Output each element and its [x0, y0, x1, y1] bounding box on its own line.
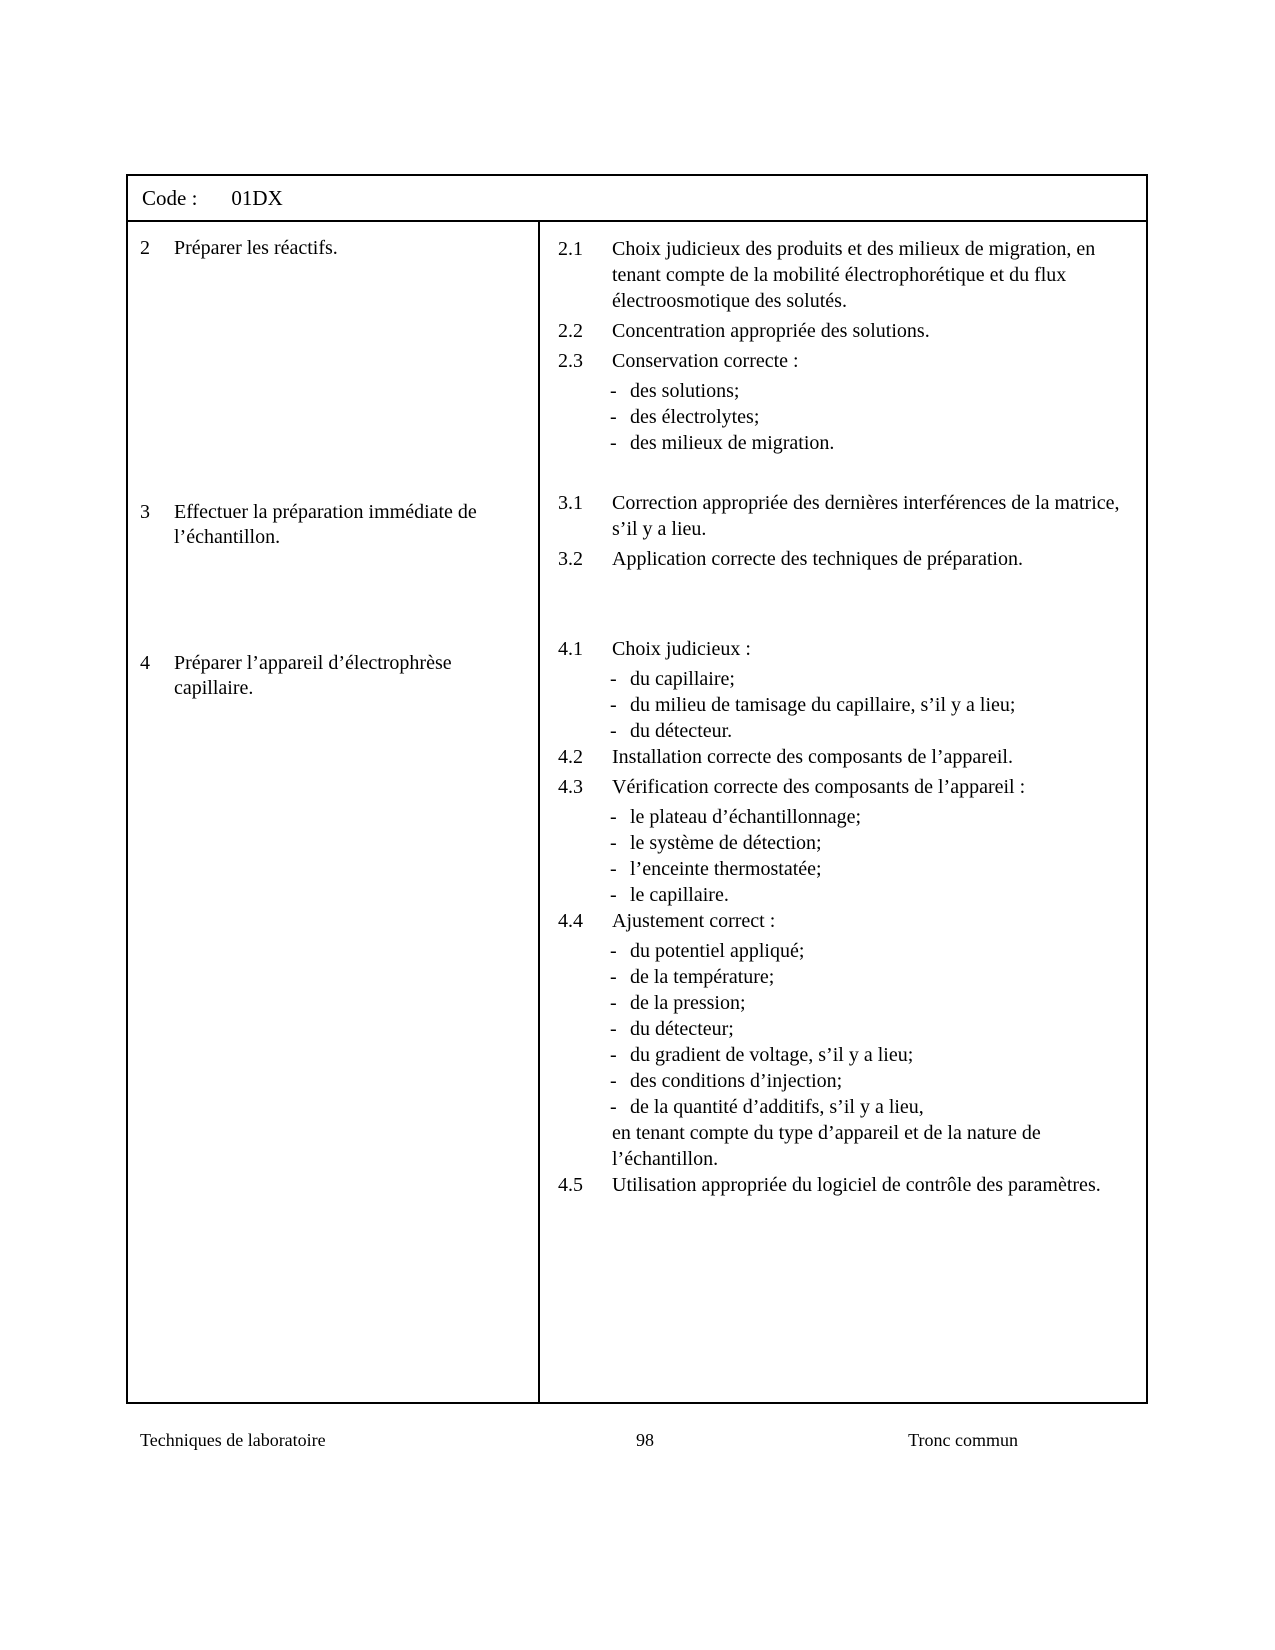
criterion-row: [558, 546, 1136, 572]
list-item: [558, 1042, 1136, 1068]
criterion-text: Concentration appropriée des solutions.: [612, 320, 930, 342]
criterion-number: 4.1: [558, 638, 583, 660]
list-item: [558, 856, 1136, 882]
list-item: [558, 430, 1136, 456]
task-spacer: [140, 589, 526, 651]
task-spacer: [140, 300, 526, 500]
list-item: [558, 718, 1136, 744]
list-item-text: le capillaire.: [630, 884, 729, 906]
criterion-sublist: [558, 378, 1136, 456]
footer-right-text: Tronc commun: [908, 1430, 1018, 1450]
dash-marker: -: [610, 406, 617, 428]
criterion-text: Application correcte des techniques de préparation.: [612, 548, 1023, 570]
list-item-text: des électrolytes;: [630, 406, 760, 428]
dash-marker: -: [610, 1044, 617, 1066]
list-item-text: des milieux de migration.: [630, 432, 835, 454]
code-label: Code :: [142, 186, 198, 210]
list-item: [558, 1016, 1136, 1042]
list-item: [558, 692, 1136, 718]
dash-marker: -: [610, 694, 617, 716]
criterion-note: en tenant compte du type d’appareil et de la nature de l’échantillon.: [612, 1122, 1041, 1170]
task-row: [140, 651, 526, 702]
dash-marker: -: [610, 380, 617, 402]
task-number: 2: [140, 237, 150, 259]
criteria-column: [540, 222, 1146, 1402]
list-item-text: du potentiel appliqué;: [630, 940, 805, 962]
list-item-text: du détecteur;: [630, 1018, 734, 1040]
criterion-text: Conservation correcte :: [612, 350, 799, 372]
dash-marker: -: [610, 858, 617, 880]
task-text: Préparer les réactifs.: [174, 237, 338, 259]
list-item: [558, 830, 1136, 856]
criterion-text: Choix judicieux des produits et des milieux de migration, en tenant compte de la mobilité électrophorétique et du flux électroosmotique des solutés.: [612, 238, 1096, 312]
footer-page-number: 98: [636, 1430, 654, 1450]
criterion-sublist: [558, 804, 1136, 908]
criteria-spacer: [558, 606, 1136, 636]
list-item-text: du milieu de tamisage du capillaire, s’il y a lieu;: [630, 694, 1016, 716]
criterion-row: [558, 236, 1136, 314]
list-item-text: de la température;: [630, 966, 775, 988]
dash-marker: -: [610, 1096, 617, 1118]
criterion-text: Utilisation appropriée du logiciel de contrôle des paramètres.: [612, 1174, 1101, 1196]
list-item-text: le plateau d’échantillonnage;: [630, 806, 862, 828]
list-item: [558, 1094, 1136, 1120]
criterion-number: 4.3: [558, 776, 583, 798]
list-item-text: de la pression;: [630, 992, 746, 1014]
list-item: [558, 378, 1136, 404]
list-item-text: de la quantité d’additifs, s’il y a lieu,: [630, 1096, 924, 1118]
dash-marker: -: [610, 1018, 617, 1040]
list-item: [558, 404, 1136, 430]
dash-marker: -: [610, 940, 617, 962]
list-item-text: du capillaire;: [630, 668, 735, 690]
list-item: [558, 882, 1136, 908]
task-row: [140, 500, 526, 551]
list-item: [558, 938, 1136, 964]
tasks-column: [128, 222, 540, 1402]
criterion-number: 2.3: [558, 350, 583, 372]
dash-marker: -: [610, 720, 617, 742]
list-item-text: l’enceinte thermostatée;: [630, 858, 822, 880]
criterion-row: [558, 908, 1136, 934]
criterion-row: [558, 774, 1136, 800]
list-item-text: du détecteur.: [630, 720, 733, 742]
dash-marker: -: [610, 806, 617, 828]
criterion-text: Installation correcte des composants de l’appareil.: [612, 746, 1013, 768]
criterion-number: 4.5: [558, 1174, 583, 1196]
list-item: [558, 804, 1136, 830]
footer-left-text: Techniques de laboratoire: [140, 1430, 326, 1450]
dash-marker: -: [610, 966, 617, 988]
table-body-row: [128, 222, 1146, 1402]
list-item-text: du gradient de voltage, s’il y a lieu;: [630, 1044, 914, 1066]
criterion-row: [558, 636, 1136, 662]
criterion-row: [558, 348, 1136, 374]
criterion-sublist: [558, 666, 1136, 744]
dash-marker: -: [610, 1070, 617, 1092]
criterion-text: Vérification correcte des composants de l’appareil :: [612, 776, 1026, 798]
dash-marker: -: [610, 668, 617, 690]
criterion-row: [558, 318, 1136, 344]
criterion-sublist: [558, 938, 1136, 1120]
task-row: [140, 236, 526, 262]
criterion-number: 3.2: [558, 548, 583, 570]
criterion-row: [558, 744, 1136, 770]
code-value: 01DX: [231, 186, 283, 210]
list-item-text: des conditions d’injection;: [630, 1070, 843, 1092]
list-item: [558, 1068, 1136, 1094]
list-item: [558, 990, 1136, 1016]
criterion-number: 4.2: [558, 746, 583, 768]
criterion-text: Correction appropriée des dernières interférences de la matrice, s’il y a lieu.: [612, 492, 1120, 540]
dash-marker: -: [610, 992, 617, 1014]
dash-marker: -: [610, 884, 617, 906]
task-text: Préparer l’appareil d’électrophrèse capillaire.: [174, 651, 452, 700]
criterion-number: 4.4: [558, 910, 583, 932]
criterion-number: 2.2: [558, 320, 583, 342]
criterion-row: [558, 490, 1136, 542]
criterion-number: 3.1: [558, 492, 583, 514]
criterion-number: 2.1: [558, 238, 583, 260]
competency-table: [126, 174, 1148, 1404]
task-number: 3: [140, 500, 150, 523]
task-number: 4: [140, 651, 150, 674]
list-item: [558, 964, 1136, 990]
dash-marker: -: [610, 832, 617, 854]
list-item-text: des solutions;: [630, 380, 740, 402]
criteria-spacer: [558, 456, 1136, 490]
dash-marker: -: [610, 432, 617, 454]
page-footer: [126, 1430, 1148, 1451]
list-item: [558, 666, 1136, 692]
criterion-text: Choix judicieux :: [612, 638, 751, 660]
criterion-row: [558, 1172, 1136, 1198]
criterion-text: Ajustement correct :: [612, 910, 776, 932]
criteria-spacer: [558, 576, 1136, 606]
code-row: [128, 176, 1146, 222]
list-item-text: le système de détection;: [630, 832, 822, 854]
task-text: Effectuer la préparation immédiate de l’échantillon.: [174, 500, 477, 549]
